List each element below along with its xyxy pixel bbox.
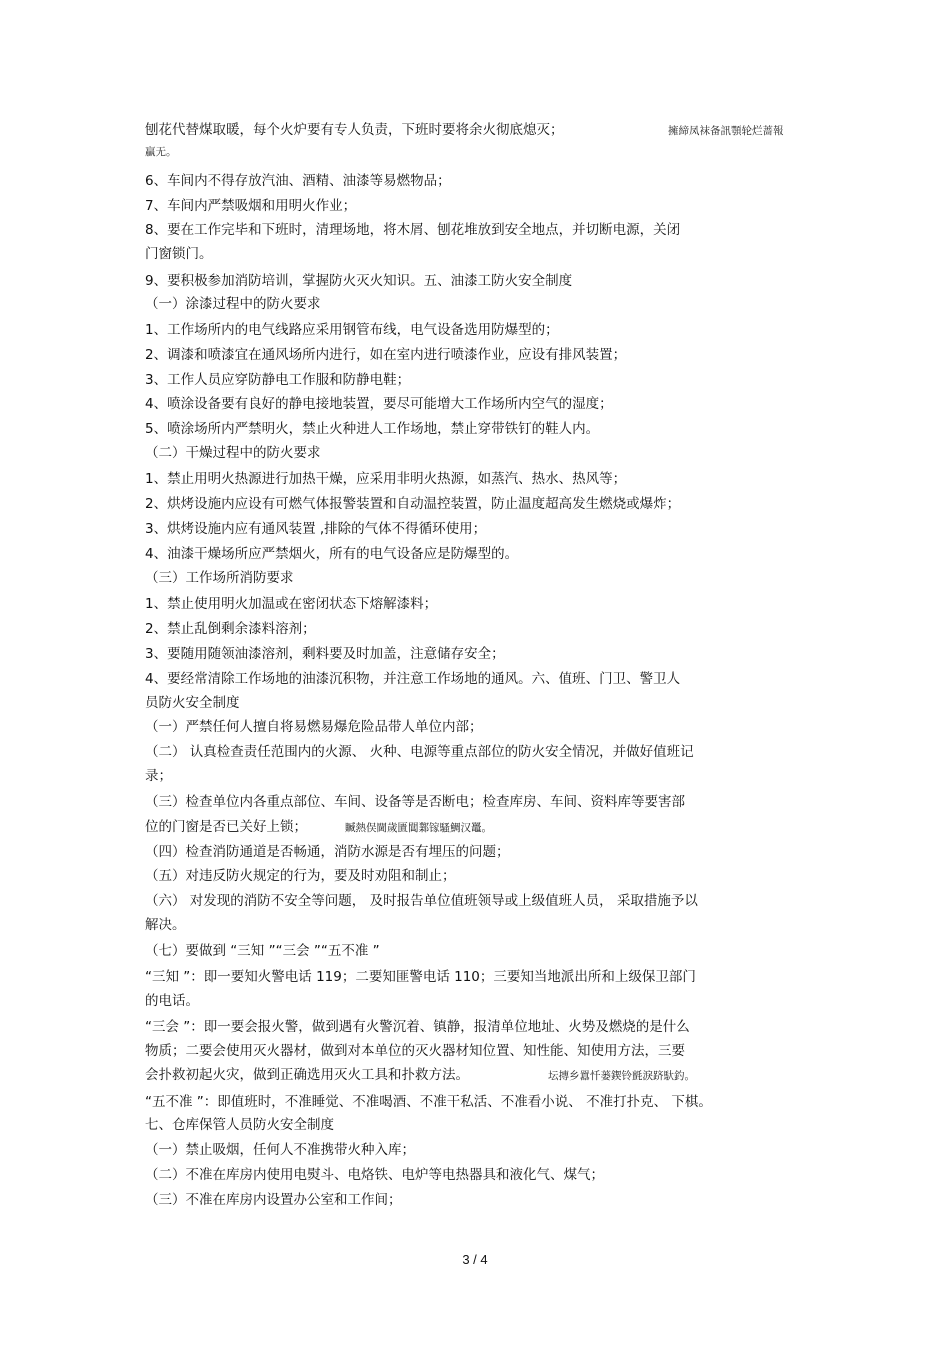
section-heading: （二）干燥过程中的防火要求 [145,445,321,461]
text-line: “三会 ”：即一要会报火警，做到遇有火警沉着、镇静，报清单位地址、火势及燃烧的是什么 [145,1019,690,1035]
text-line: 3、烘烤设施内应有通风装置 ,排除的气体不得循环使用； [145,521,487,537]
text-line: 3、工作人员应穿防静电工作服和防静电鞋； [145,372,411,388]
text-line: （四）检查消防通道是否畅通，消防水源是否有埋压的问题； [145,844,510,860]
watermark-text: 贓熱俣閫歲匱閶鄴镓騷鯛汉鼉。 [345,822,492,834]
text-line: 刨花代替煤取暖，每个火炉要有专人负责，下班时要将余火彻底熄灭； [145,122,564,138]
text-line: 2、禁止乱倒剩余漆料溶剂； [145,621,316,637]
text-line: 4、油漆干燥场所应严禁烟火，所有的电气设备应是防爆型的。 [145,546,519,562]
text-line: （一）严禁任何人擅自将易燃易爆危险品带人单位内部； [145,719,483,735]
section-heading: （一）涂漆过程中的防火要求 [145,296,321,312]
section-heading: （三）工作场所消防要求 [145,570,294,586]
text-line: （三）检查单位内各重点部位、车间、设备等是否断电；检查库房、车间、资料库等要害部 [145,794,685,810]
text-line: 2、调漆和喷漆宜在通风场所内进行，如在室内进行喷漆作业，应设有排风装置； [145,347,627,363]
text-line: 的电话。 [145,993,199,1009]
text-line: 1、禁止用明火热源进行加热干燥，应采用非明火热源，如蒸汽、热水、热风等； [145,471,627,487]
text-line: （二）不准在库房内使用电熨斗、电烙铁、电炉等电热器具和液化气、煤气； [145,1167,604,1183]
text-line: “五不准 ”：即值班时，不准睡觉、不准喝酒、不准干私活、不准看小说、 不准打扑克、 下棋。 [145,1094,712,1110]
text-line: 物质；二要会使用灭火器材，做到对本单位的灭火器材知位置、知性能、知使用方法，三要 [145,1043,685,1059]
text-line: （三）不准在库房内设置办公室和工作间； [145,1192,402,1208]
text-line: 3、要随用随领油漆溶剂，剩料要及时加盖，注意储存安全； [145,646,505,662]
text-line: 7、车间内严禁吸烟和用明火作业； [145,198,357,214]
text-line: “三知 ”：即一要知火警电话 119；二要知匪警电话 110；三要知当地派出所和上级保卫部门 [145,969,696,985]
text-line: 4、喷涂设备要有良好的静电接地装置，要尽可能增大工作场所内空气的湿度； [145,396,613,412]
text-line: （六） 对发现的消防不安全等问题， 及时报告单位值班领导或上级值班人员， 采取措施予以 [145,893,698,909]
text-line: 录； [145,768,172,784]
text-line: （二） 认真检查责任范围内的火源、 火种、电源等重点部位的防火安全情况，并做好值班记 [145,744,694,760]
watermark-text: 坛摶乡囂忏蒌鍥铃氈淚跻馱釣。 [548,1070,695,1082]
section-heading: 七、仓库保管人员防火安全制度 [145,1117,334,1133]
text-line: 1、工作场所内的电气线路应采用钢管布线，电气设备选用防爆型的； [145,322,559,338]
text-line: 4、要经常清除工作场地的油漆沉积物，并注意工作场地的通风。六、值班、门卫、警卫人 [145,671,681,687]
text-line: （五）对违反防火规定的行为，要及时劝阻和制止； [145,868,456,884]
text-line: 解决。 [145,917,186,933]
text-line: 1、禁止使用明火加温或在密闭状态下熔解漆料； [145,596,438,612]
text-line: 5、喷涂场所内严禁明火，禁止火种进人工作场地，禁止穿带铁钉的鞋人内。 [145,421,600,437]
text-line: 员防火安全制度 [145,695,240,711]
watermark-text: 贏无。 [145,146,177,158]
text-line: 8、要在工作完毕和下班时，清理场地，将木屑、刨花堆放到安全地点，并切断电源，关闭 [145,222,681,238]
text-line: （一）禁止吸烟，任何人不准携带火种入库； [145,1142,415,1158]
text-line: 门窗锁门。 [145,246,213,262]
watermark-text: 擁締凤袜备訊顎轮烂蔷報 [668,125,784,137]
text-line: 2、烘烤设施内应设有可燃气体报警装置和自动温控装置，防止温度超高发生燃烧或爆炸； [145,496,681,512]
page-number: 3 / 4 [462,1252,488,1267]
text-line: 9、要积极参加消防培训，掌握防火灭火知识。五、油漆工防火安全制度 [145,273,573,289]
text-line: 会扑救初起火灾，做到正确选用灭火工具和扑救方法。 [145,1067,469,1083]
text-line: 位的门窗是否已关好上锁； [145,819,307,835]
text-line: （七）要做到 “三知 ”“三会 ”“五不准 ” [145,943,380,959]
text-line: 6、车间内不得存放汽油、酒精、油漆等易燃物品； [145,173,451,189]
